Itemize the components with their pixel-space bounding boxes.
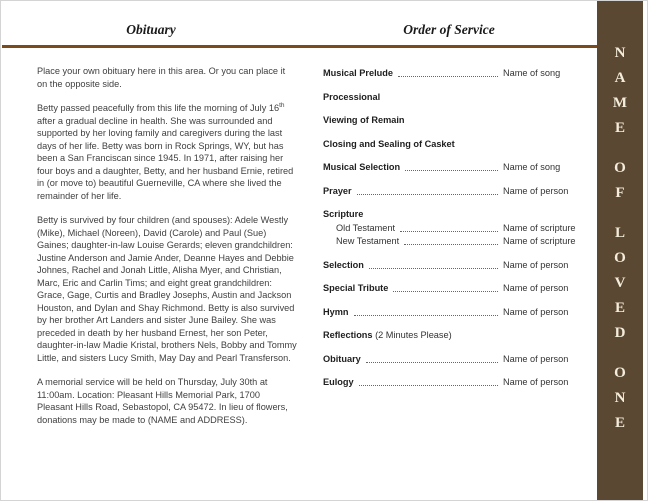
header-divider-rule	[2, 45, 598, 48]
order-item-label: Closing and Sealing of Casket	[323, 138, 455, 149]
order-item-value: Name of song	[503, 162, 561, 172]
order-item-value: Name of scripture	[503, 236, 576, 246]
order-item	[323, 208, 581, 221]
dot-leader	[369, 267, 498, 269]
order-item-label: Hymn	[323, 306, 349, 317]
order-item-value: Name of person	[503, 259, 569, 270]
order-item-label: New Testament	[336, 236, 400, 246]
order-item	[323, 91, 581, 104]
sidebar-letter: E	[614, 415, 625, 431]
order-item-label: Viewing of Remain	[323, 115, 405, 125]
page-header	[2, 1, 598, 45]
obituary-title: Obituary	[126, 22, 176, 37]
order-item	[323, 161, 581, 174]
obituary-paragraph: A memorial service will be held on Thursday, July 30th at 11:00am. Location: Pleasant Hills Memorial Park, 1700 Pleasant Hills Road, Sebastopol, CA 95472. In lieu of flowers, donations may be made to (NAME and ADDRESS).	[37, 377, 288, 425]
order-of-service-title: Order of Service	[403, 22, 495, 37]
ordinal-superscript: th	[279, 101, 285, 109]
order-item	[323, 306, 581, 319]
dot-leader	[404, 243, 498, 245]
order-item	[323, 67, 581, 80]
order-item	[323, 138, 581, 151]
sidebar-letter: V	[614, 275, 626, 291]
order-item	[323, 235, 581, 248]
order-item-label: Musical Prelude	[323, 68, 393, 78]
dot-leader	[357, 193, 498, 195]
sidebar-vertical-title	[597, 1, 643, 500]
obituary-header-column	[2, 1, 300, 45]
dot-leader	[359, 384, 498, 386]
order-item	[323, 353, 581, 366]
dot-leader	[354, 314, 498, 316]
dot-leader	[400, 230, 498, 232]
order-of-service-header-column	[300, 1, 598, 45]
sidebar-letter: D	[614, 325, 626, 341]
order-of-service-list	[323, 67, 581, 400]
sidebar-letter: N	[614, 45, 626, 61]
sidebar-letter: F	[615, 185, 625, 201]
order-item-label: Selection	[323, 259, 364, 270]
sidebar-letter: O	[614, 250, 626, 266]
obituary-paragraph: Betty passed peacefully from this life the morning of July 16th after a gradual decline in health. She was surrounded and supported by her loving family and caregivers during the last days of her life. Betty was born in Rock Springs, WY, but has been a San Franciscan since 1945. In 1971, after raising her four boys and a daughter, Betty, and her husband Ernie, retired in (or move to) beautiful Guerneville, CA where she lived the remainder of her life.	[37, 101, 294, 201]
sidebar-letter: L	[614, 225, 625, 241]
order-item-label: Processional	[323, 91, 381, 102]
sidebar-letter: O	[614, 365, 626, 381]
order-item-label: Musical Selection	[323, 162, 401, 172]
order-item-label: Prayer	[323, 185, 352, 196]
sidebar-letter: E	[614, 120, 625, 136]
dot-leader	[366, 361, 498, 363]
sidebar-letter: O	[614, 160, 626, 176]
sidebar-word	[614, 221, 626, 346]
sidebar-word	[614, 156, 626, 206]
order-item-note: (2 Minutes Please)	[372, 330, 452, 340]
order-item	[323, 114, 581, 127]
order-item-value: Name of person	[503, 185, 569, 196]
sidebar-letter: N	[614, 390, 626, 406]
dot-leader	[405, 169, 498, 171]
order-item-label: Scripture	[323, 209, 364, 219]
order-item-label: Reflections	[323, 330, 373, 340]
order-item	[323, 329, 581, 342]
sidebar-word	[614, 361, 626, 436]
order-item-label: Special Tribute	[323, 283, 389, 293]
order-item	[323, 222, 581, 235]
obituary-paragraph: Place your own obituary here in this area. Or you can place it on the opposite side.	[37, 66, 286, 89]
sidebar-word	[613, 41, 627, 141]
dot-leader	[393, 290, 498, 292]
order-item	[323, 282, 581, 295]
sidebar-letter: A	[614, 70, 626, 86]
order-item-value: Name of person	[503, 306, 569, 317]
dot-leader	[398, 75, 498, 77]
order-item-label: Old Testament	[336, 223, 396, 233]
order-item-value: Name of person	[503, 353, 569, 364]
order-item-value: Name of scripture	[503, 223, 576, 233]
order-item	[323, 376, 581, 389]
order-item-label: Obituary	[323, 353, 361, 364]
order-item-value: Name of person	[503, 283, 569, 293]
order-item-value: Name of song	[503, 68, 561, 78]
obituary-paragraph: Betty is survived by four children (and spouses): Adele Westly (Mike), Michael (Noreen), David (Carole) and Paul (Sue) Gaines; daughter-in-law Louise Gerards; eleven grandchildren: Justine Anderson and Jamie Ander, Deanne Hayes and Debbie Johnes, Rachel and Jonah Little, Alisha Myer, and Christian, Marc, Eric and Carlin Tims; and eight great grandchildren: Grace, Gage, Curtis and Bradley Josephs, Austin and Jackson Houston, and Dylan and Shay Richmond. Betty is also survived by her brother Art Landers and sister June Bailey. She was preceded in death by her husband Ernest, her son Peter, daughter-in-law Madie Kristal, brothers Nels, Bobby and Tommy Little, and sisters Lucy Smith, May Day and Pearl Transferson.	[37, 215, 297, 363]
order-item	[323, 185, 581, 198]
sidebar-letter: E	[614, 300, 625, 316]
order-item-label: Eulogy	[323, 377, 354, 387]
obituary-text-column	[37, 65, 297, 438]
sidebar-letter: M	[612, 95, 628, 111]
order-item-value: Name of person	[503, 377, 569, 387]
order-item	[323, 259, 581, 272]
